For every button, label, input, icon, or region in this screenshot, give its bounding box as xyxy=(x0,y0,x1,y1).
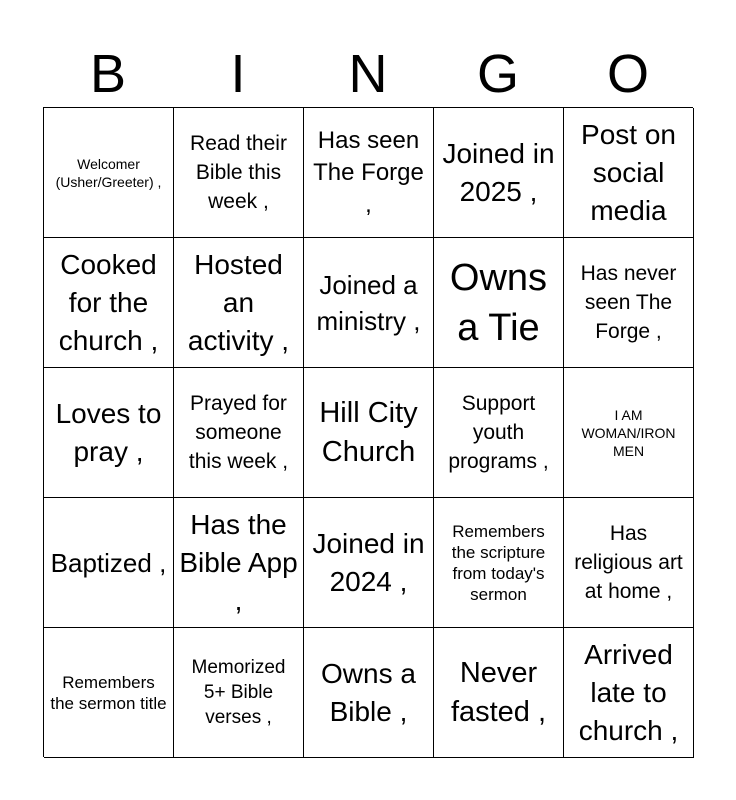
bingo-cell[interactable] xyxy=(434,628,564,758)
bingo-cell[interactable] xyxy=(174,628,304,758)
header-letter-o: O xyxy=(606,44,649,104)
cell-text: I AM WOMAN/IRON MEN xyxy=(581,406,676,459)
bingo-cell[interactable] xyxy=(304,238,434,368)
bingo-cell[interactable] xyxy=(44,628,174,758)
bingo-cell[interactable] xyxy=(434,368,564,498)
bingo-cell[interactable] xyxy=(564,368,694,498)
bingo-cell[interactable] xyxy=(174,368,304,498)
cell-text: Arrived late to church , xyxy=(578,638,679,746)
cell-text: Owns a Tie xyxy=(449,256,548,349)
cell-text: Owns a Bible , xyxy=(321,657,416,727)
cell-text: Has never seen The Forge , xyxy=(580,262,677,343)
header-letter-g: G xyxy=(476,44,519,104)
bingo-cell[interactable] xyxy=(434,108,564,238)
cell-text: Joined in 2024 , xyxy=(312,527,425,597)
cell-text: Post on social media xyxy=(581,118,676,226)
bingo-cell[interactable] xyxy=(174,238,304,368)
bingo-cell[interactable] xyxy=(564,238,694,368)
bingo-cell[interactable] xyxy=(44,238,174,368)
cell-text: Joined a ministry , xyxy=(316,269,421,336)
bingo-cell[interactable] xyxy=(44,498,174,628)
cell-text: Baptized , xyxy=(50,547,167,578)
bingo-card-grid xyxy=(43,107,693,757)
cell-text: Prayed for someone this week , xyxy=(188,392,289,473)
bingo-header xyxy=(43,40,693,108)
cell-text: Joined in 2025 , xyxy=(442,137,555,207)
cell-text: Remembers the scripture from today's sermon xyxy=(451,521,546,604)
cell-text: Hill City Church xyxy=(319,396,418,468)
cell-text: Has the Bible App , xyxy=(179,508,298,616)
bingo-cell[interactable] xyxy=(304,368,434,498)
bingo-cell[interactable] xyxy=(564,108,694,238)
header-letter-n: N xyxy=(348,44,388,104)
cell-text: Has religious art at home , xyxy=(574,522,683,603)
bingo-cell[interactable] xyxy=(304,498,434,628)
cell-text: Loves to pray , xyxy=(55,397,162,467)
cell-text: Welcomer (Usher/Greeter) , xyxy=(55,155,162,190)
header-letter-b: B xyxy=(89,44,127,104)
bingo-cell[interactable] xyxy=(304,628,434,758)
bingo-cell[interactable] xyxy=(44,368,174,498)
bingo-cell[interactable] xyxy=(564,628,694,758)
cell-text: Remembers the sermon title xyxy=(50,672,167,713)
header-letter-i: I xyxy=(230,44,246,104)
cell-text: Hosted an activity , xyxy=(187,248,290,356)
bingo-cell[interactable] xyxy=(44,108,174,238)
bingo-cell[interactable] xyxy=(434,238,564,368)
cell-text: Support youth programs , xyxy=(448,392,549,473)
cell-text: Never fasted , xyxy=(450,656,547,728)
bingo-cell[interactable] xyxy=(174,108,304,238)
cell-text: Has seen The Forge , xyxy=(313,126,424,218)
cell-text: Memorized 5+ Bible verses , xyxy=(191,657,286,728)
bingo-cell[interactable] xyxy=(174,498,304,628)
bingo-cell[interactable] xyxy=(564,498,694,628)
cell-text: Read their Bible this week , xyxy=(190,132,287,213)
bingo-cell[interactable] xyxy=(434,498,564,628)
bingo-cell[interactable] xyxy=(304,108,434,238)
cell-text: Cooked for the church , xyxy=(58,248,159,356)
